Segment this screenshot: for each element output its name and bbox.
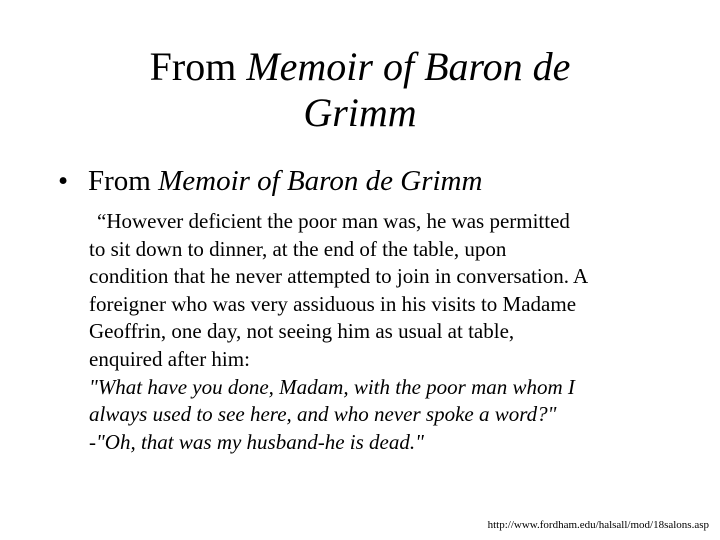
quote-block [89,208,689,456]
bullet-icon: • [58,165,69,197]
title-italic-line2: Grimm [303,90,417,135]
quote-line: foreigner who was very assiduous in his visits to Madame [89,291,577,316]
title-prefix: From [149,44,247,89]
bullet-prefix: From [88,165,159,197]
bullet-item [58,164,678,198]
quote-line: to sit down to dinner, at the end of the table, upon [89,236,507,261]
title-italic-line1: Memoir of Baron de [246,44,571,89]
quote-line: condition that he never attempted to join in conversation. A [89,264,589,289]
quote-line: Geoffrin, one day, not seeing him as usual at table, [89,319,515,344]
quote-italic-line: always used to see here, and who never spoke a word?" [89,402,557,427]
quote-line: enquired after him: [89,346,250,371]
slide-title [60,44,660,136]
quote-last-line: -"Oh, that was my husband-he is dead." [89,429,424,454]
source-url: http://www.fordham.edu/halsall/mod/18salons.asp [487,519,709,531]
bullet-italic: Memoir of Baron de Grimm [158,165,483,197]
quote-line: “However deficient the poor man was, he was permitted [97,209,570,233]
quote-italic-line: "What have you done, Madam, with the poor man whom I [89,374,575,399]
